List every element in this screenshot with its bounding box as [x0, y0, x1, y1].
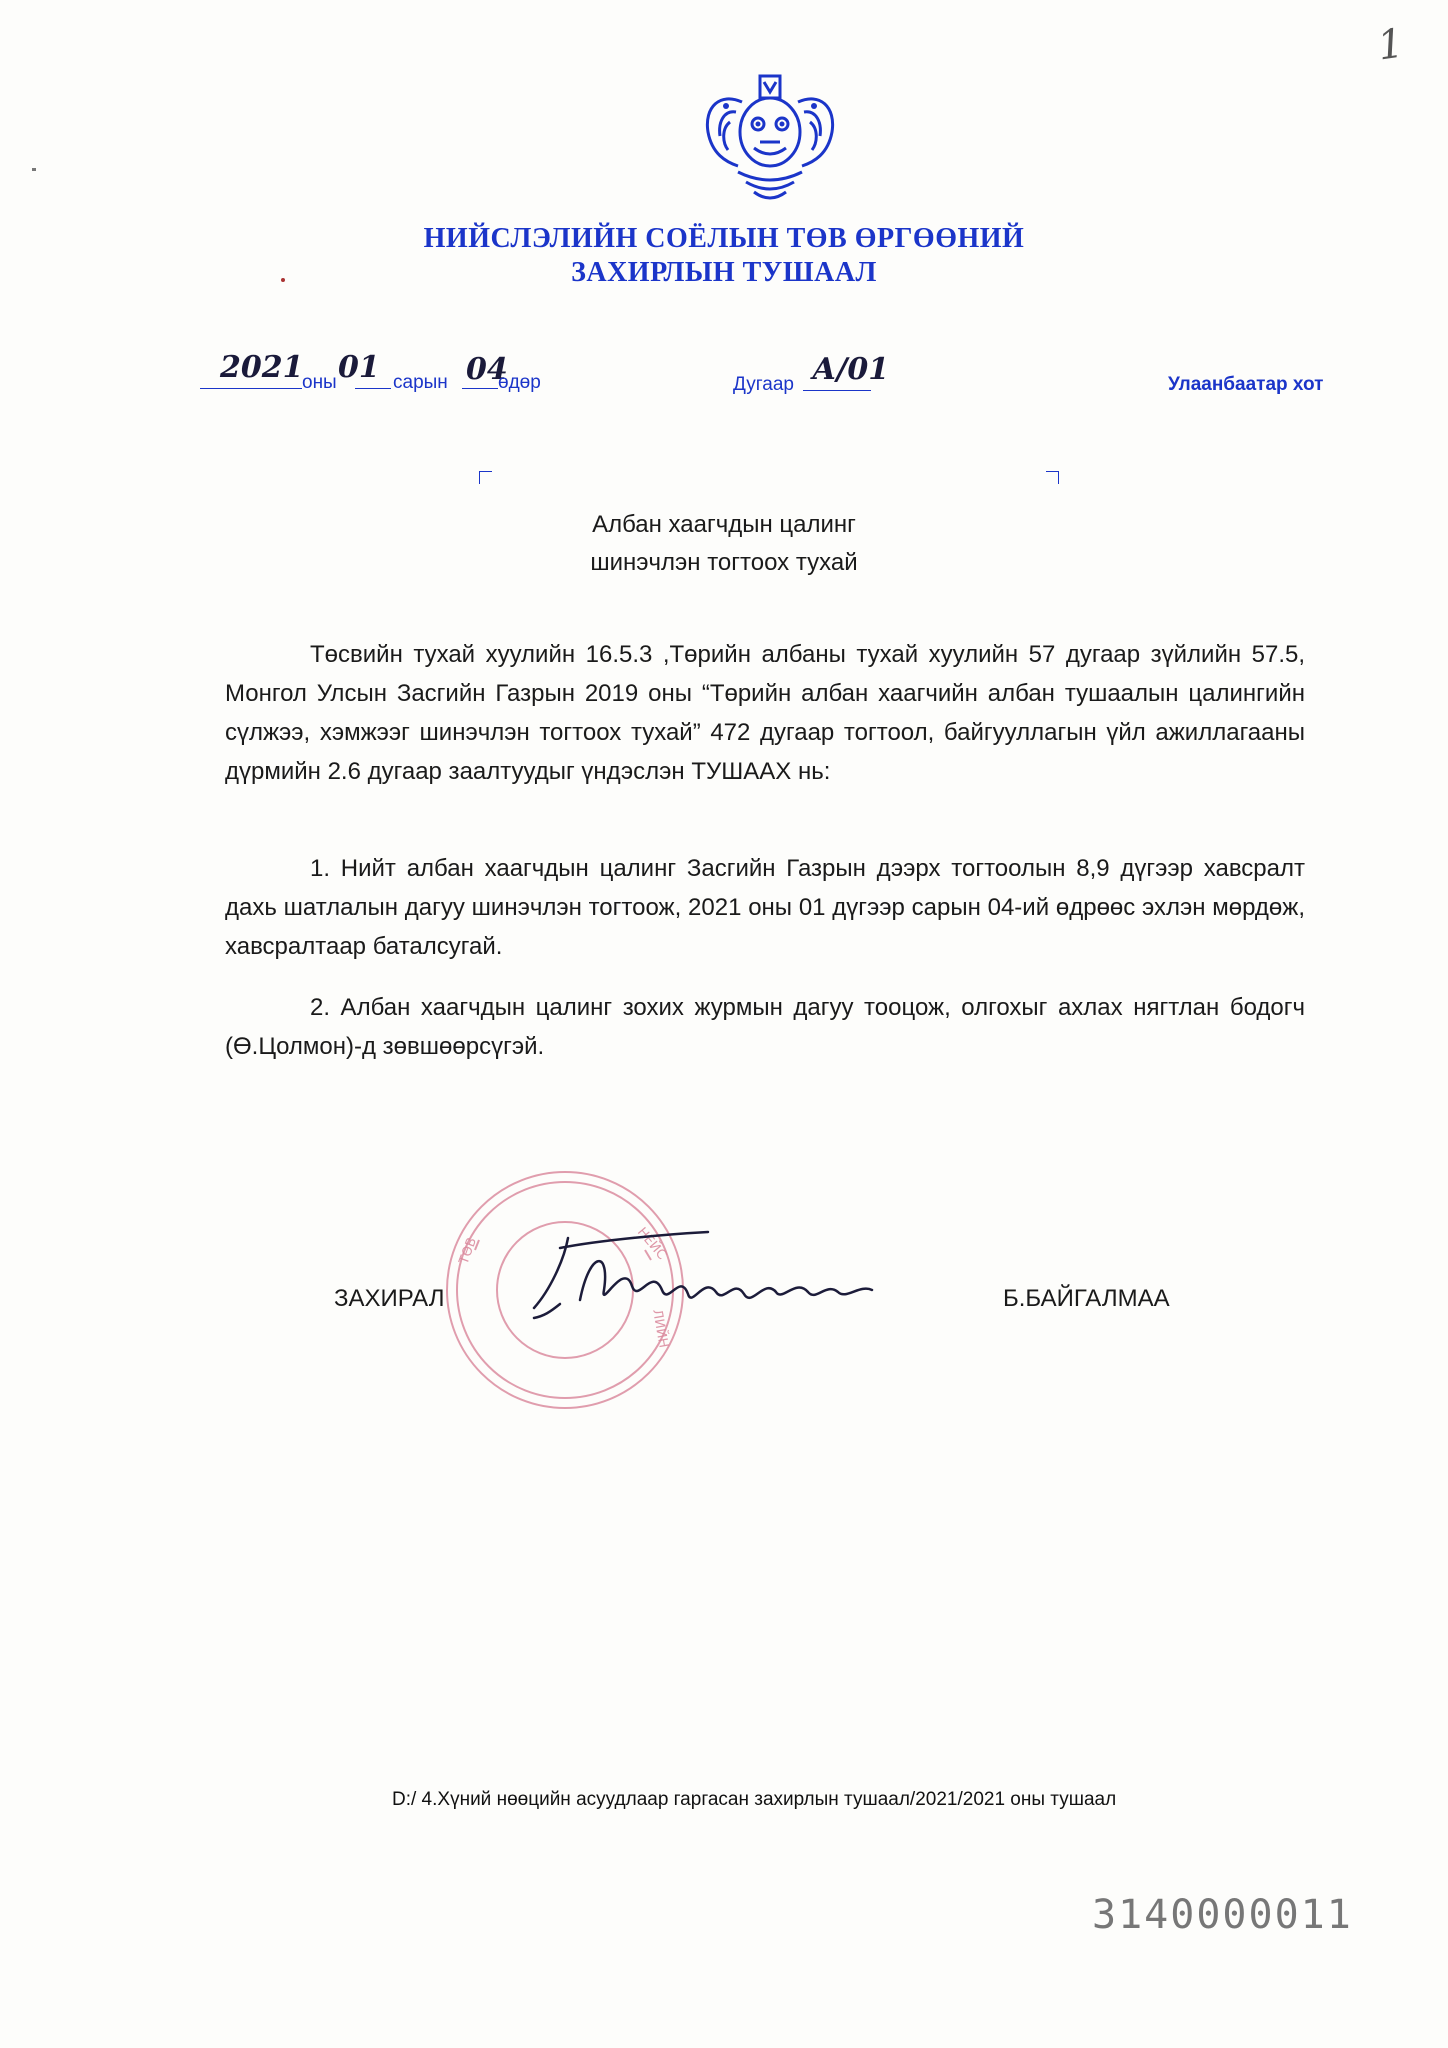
signatory-name: Б.БАЙГАЛМАА — [1003, 1285, 1170, 1312]
year-value: 2021 — [220, 350, 304, 385]
subject-corner-right — [1046, 471, 1059, 484]
number-blank — [803, 390, 871, 391]
day-label: өдөр — [498, 372, 541, 393]
signatory-title: ЗАХИРАЛ — [334, 1285, 445, 1312]
svg-text:ТӨВ: ТӨВ — [456, 1235, 481, 1267]
subject-corner-left — [479, 471, 492, 484]
svg-text:ЛИЙН: ЛИЙН — [649, 1308, 671, 1350]
serial-number: 3140000011 — [1092, 1892, 1353, 1938]
number-value: А/01 — [812, 352, 890, 387]
month-value: 01 — [338, 350, 380, 385]
state-emblem-icon — [690, 62, 850, 212]
preamble: Төсвийн тухай хуулийн 16.5.3 ,Төрийн албаны тухай хуулийн 57 дугаар зүйлийн 57.5, Монгол Улсын Засгийн Газрын 2019 оны “Төрийн албан хаагчийн албан тушаалын цалингийн сүлжээ, хэмжээг шинэчлэн тогтоох тухай” 472 дугаар тогтоол, байгууллагын үйл ажиллагааны дүрмийн 2.6 дугаар заалтуудыг үндэслэн ТУШААХ нь: — [225, 641, 1305, 785]
year-blank — [200, 388, 302, 389]
city: Улаанбаатар хот — [1168, 374, 1324, 395]
subject — [0, 506, 1448, 582]
subject-line-1: Албан хаагчдын цалинг — [592, 511, 856, 538]
order-item-2: 2. Албан хаагчдын цалинг зохих журмын дагуу тооцож, олгохыг ахлах нягтлан бодогч (Ө.Цолмон)-д зөвшөөрсүгэй. — [225, 994, 1305, 1060]
organization-name: НИЙСЛЭЛИЙН СОЁЛЫН ТӨВ ӨРГӨӨНИЙ — [423, 223, 1025, 254]
svg-text:НЕЙС: НЕЙС — [633, 1224, 670, 1263]
day-blank — [462, 388, 498, 389]
handwritten-signature-icon — [520, 1220, 910, 1330]
subject-line-2: шинэчлэн тогтоох тухай — [590, 549, 858, 576]
document-type: ЗАХИРЛЫН ТУШААЛ — [571, 257, 877, 288]
month-label: сарын — [393, 372, 448, 393]
number-label: Дугаар — [733, 374, 794, 395]
month-blank — [355, 388, 391, 389]
order-item-1: 1. Нийт албан хаагчдын цалинг Засгийн Газрын дээрх тогтоолын 8,9 дүгээр хавсралт дахь шатлалын дагуу шинэчлэн тогтоож, 2021 оны 01 дүгээр сарын 04-ий өдрөөс эхлэн мөрдөж, хавсралтаар баталсугай. — [225, 855, 1305, 960]
year-label: оны — [302, 372, 337, 393]
file-path: D:/ 4.Хүний нөөцийн асуудлаар гаргасан захирлын тушаал/2021/2021 оны тушаал — [392, 1789, 1117, 1810]
page-number: 1 — [1374, 20, 1407, 70]
day-value: 04 — [466, 352, 508, 387]
scan-mark — [32, 168, 36, 171]
